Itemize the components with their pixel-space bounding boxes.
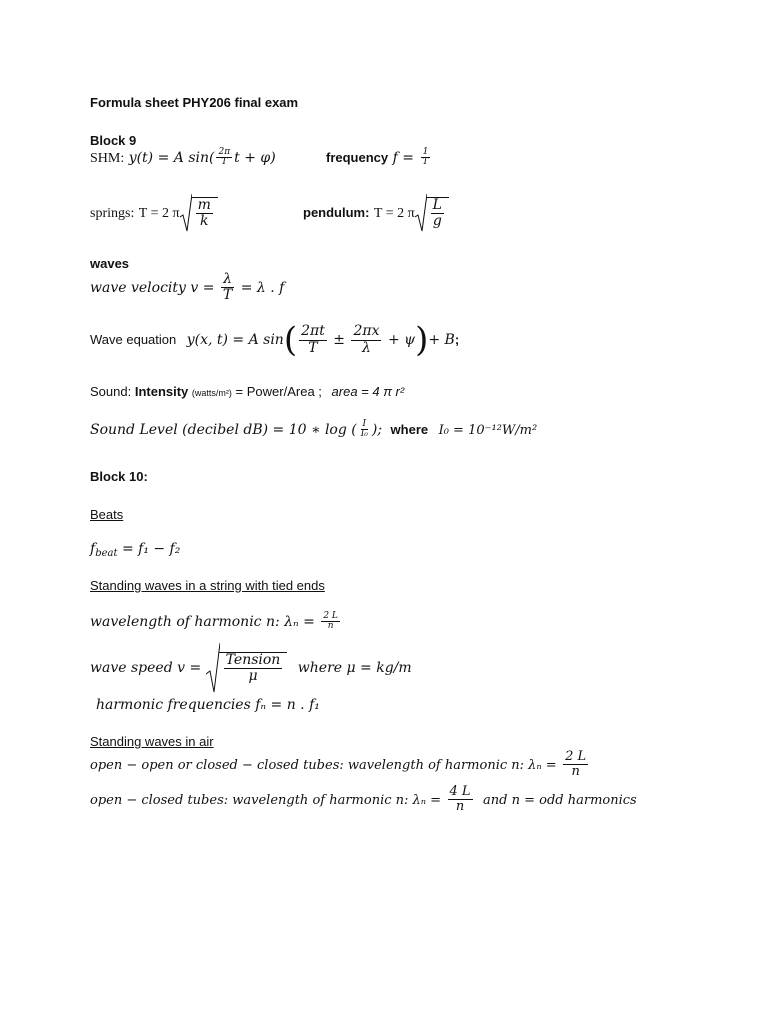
pendulum-lhs: T = 2 π: [373, 206, 415, 222]
air-heading: Standing waves in air: [90, 734, 214, 749]
pendulum-formula: [303, 193, 449, 233]
shm-label: SHM:: [90, 151, 125, 167]
level-lhs: Sound Level (decibel dB) = 10 ∗ log (: [90, 422, 357, 439]
pendulum-label: pendulum:: [303, 205, 370, 221]
open-open-formula: [90, 750, 590, 780]
springs-label: springs:: [90, 206, 135, 222]
intensity-rhs: = Power/Area ;: [235, 384, 322, 399]
speed-rhs: where μ = kg/m: [297, 660, 412, 677]
beats-sub: beat: [95, 548, 118, 559]
wave-speed-formula: [90, 642, 412, 694]
i0-formula: I₀ = 10⁻¹²W/m²: [438, 423, 538, 439]
level-close: );: [371, 422, 383, 439]
wave-equation-formula: [90, 320, 460, 360]
wave-equation-label: Wave equation: [90, 332, 177, 348]
sound-label: Sound:: [90, 384, 132, 399]
beats-f: f: [90, 541, 96, 557]
open-closed-lhs: open − closed tubes: wavelength of harmonic n: λₙ =: [90, 793, 442, 809]
page-title: Formula sheet PHY206 final exam: [90, 95, 299, 110]
frequency-formula: [326, 148, 432, 168]
wavelength-fraction: $\frac{2 L}{n}$: [323, 611, 338, 632]
velocity-rhs: = λ . f: [240, 280, 285, 297]
harmonic-frequencies-formula: [96, 696, 320, 714]
eq-fraction-2: $\frac{2\pi x}{\lambda}$: [353, 323, 380, 356]
speed-lhs: wave speed v =: [90, 660, 202, 677]
open-closed-formula: [90, 785, 637, 815]
speed-sqrt: $\frac{\text{Tension}}{\mu}$: [206, 642, 288, 694]
shm-eq-lhs: y(t) = A sin(: [128, 150, 215, 167]
waves-heading: waves: [90, 256, 130, 271]
harmonic-text: harmonic frequencies fₙ = n . f₁: [96, 697, 320, 713]
open-open-fraction: $\frac{2 L}{n}$: [565, 749, 587, 780]
intensity-units: (watts/m²): [191, 388, 232, 398]
springs-sqrt: $\frac{m}{k}$: [180, 193, 218, 233]
block9-heading: Block 9: [90, 133, 137, 148]
open-paren: (: [283, 320, 298, 360]
intensity-label: Intensity: [134, 384, 189, 399]
frequency-lhs: f =: [392, 150, 414, 167]
sound-intensity-line: [90, 384, 404, 399]
eq-pm: ±: [333, 332, 346, 349]
eq-end: ;: [454, 332, 460, 348]
eq-fraction-1: $\frac{2\pi t}{T}$: [301, 323, 325, 356]
frequency-fraction: $\frac{1}{T}$: [422, 147, 429, 168]
velocity-lhs: wave velocity v =: [90, 280, 215, 297]
pendulum-sqrt: $\frac{L}{g}$: [415, 193, 449, 233]
beats-heading: Beats: [90, 507, 124, 522]
area-formula: area = 4 π r²: [331, 384, 405, 399]
close-paren: ): [415, 320, 429, 360]
string-heading: Standing waves in a string with tied ends: [90, 578, 325, 593]
wave-velocity-formula: [90, 272, 284, 304]
velocity-fraction: $\frac{\lambda}{T}$: [222, 271, 233, 304]
open-open-lhs: open − open or closed − closed tubes: wavelength of harmonic n: λₙ =: [90, 758, 557, 774]
eq-plus-psi: + ψ: [387, 332, 416, 349]
block10-heading: Block 10:: [90, 469, 148, 484]
wave-equation-lhs: y(x, t) = A sin: [186, 332, 284, 349]
shm-formula: [90, 148, 276, 168]
sound-level-formula: [90, 420, 537, 440]
level-fraction: $\frac{I}{\text{I₀}}$: [360, 419, 368, 440]
wavelength-lhs: wavelength of harmonic n: λₙ =: [90, 614, 315, 631]
shm-eq-rhs: t + φ): [234, 150, 276, 167]
eq-rhs: + B: [428, 332, 455, 349]
springs-formula: [90, 193, 218, 233]
beats-formula: [90, 540, 180, 559]
beats-rhs: = f₁ − f₂: [121, 541, 181, 557]
open-closed-fraction: $\frac{4 L}{n}$: [449, 784, 471, 815]
shm-fraction: $\frac{2\pi}{T}$: [218, 147, 231, 168]
frequency-label: frequency: [326, 150, 389, 166]
open-closed-rhs: and n = odd harmonics: [483, 793, 637, 809]
springs-lhs: T = 2 π: [138, 206, 180, 222]
where-label: where: [390, 422, 429, 438]
string-wavelength-formula: [90, 612, 342, 632]
